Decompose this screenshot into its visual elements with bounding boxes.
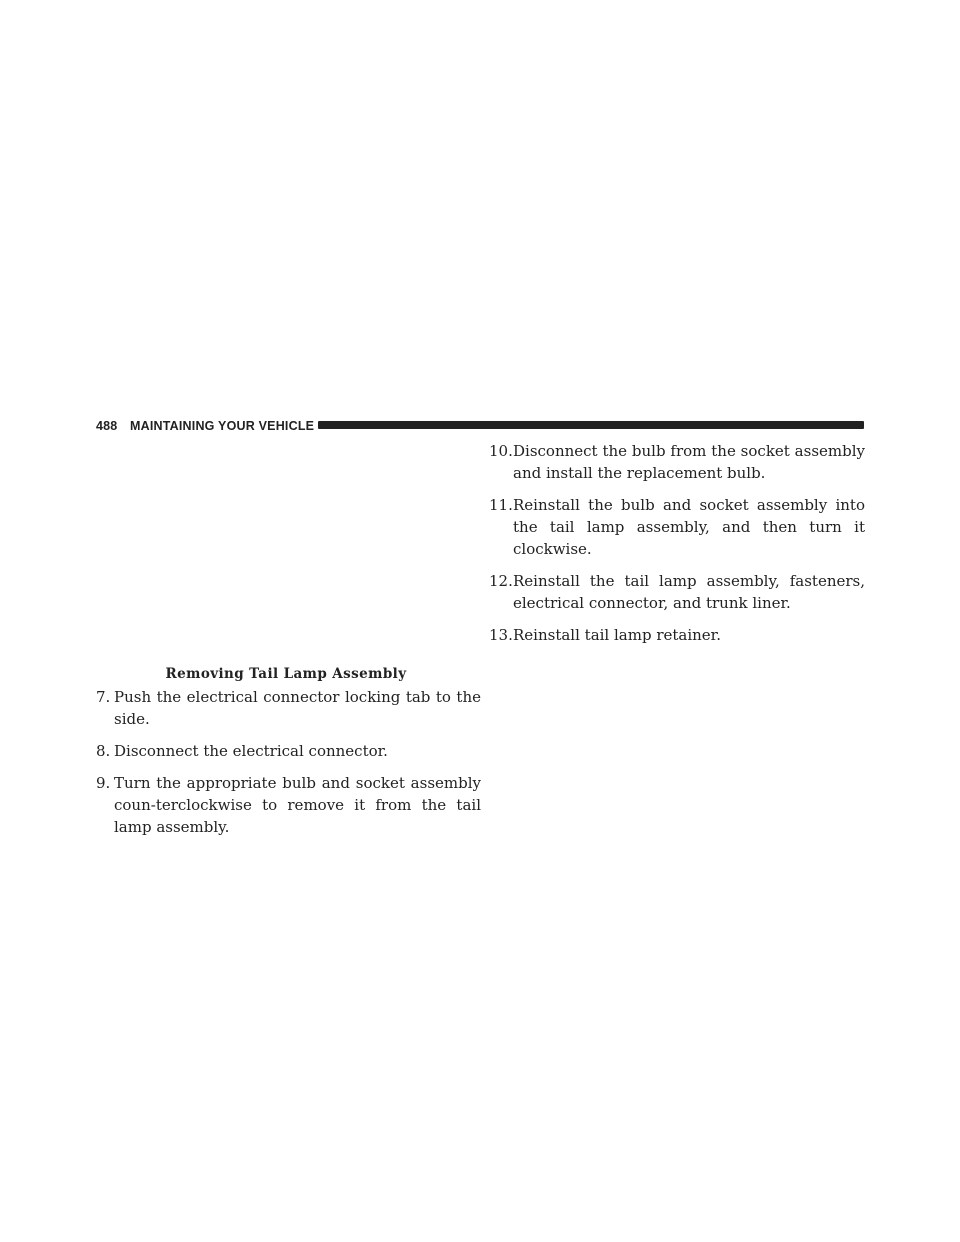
step-text: Turn the appropriate bulb and socket assembly coun-terclockwise to remove it from the tail lamp assembly. bbox=[114, 774, 481, 836]
step-item bbox=[96, 740, 481, 762]
left-column bbox=[96, 686, 481, 848]
step-text: Push the electrical connector locking tab to the side. bbox=[114, 688, 481, 728]
step-number: 9. bbox=[96, 774, 111, 792]
figure-placeholder bbox=[96, 444, 476, 660]
step-number: 10. bbox=[489, 442, 513, 460]
right-column bbox=[489, 440, 865, 656]
step-item bbox=[96, 772, 481, 838]
page-header bbox=[96, 418, 864, 438]
step-text: Reinstall tail lamp retainer. bbox=[513, 626, 721, 644]
step-item bbox=[96, 686, 481, 730]
step-text: Disconnect the bulb from the socket assembly and install the replacement bulb. bbox=[513, 442, 865, 482]
step-item bbox=[489, 570, 865, 614]
step-number: 12. bbox=[489, 572, 513, 590]
figure-caption: Removing Tail Lamp Assembly bbox=[165, 666, 407, 682]
step-text: Reinstall the tail lamp assembly, fasteners, electrical connector, and trunk liner. bbox=[513, 572, 865, 612]
step-number: 8. bbox=[96, 742, 111, 760]
step-number: 11. bbox=[489, 496, 513, 514]
step-text: Reinstall the bulb and socket assembly into the tail lamp assembly, and then turn it clockwise. bbox=[513, 496, 865, 558]
step-number: 7. bbox=[96, 688, 111, 706]
step-item bbox=[489, 624, 865, 646]
step-text: Disconnect the electrical connector. bbox=[114, 742, 388, 760]
section-title: MAINTAINING YOUR VEHICLE bbox=[130, 419, 315, 433]
header-rule bbox=[318, 421, 864, 429]
step-item bbox=[489, 440, 865, 484]
step-number: 13. bbox=[489, 626, 513, 644]
step-item bbox=[489, 494, 865, 560]
page-number: 488 bbox=[96, 419, 118, 433]
